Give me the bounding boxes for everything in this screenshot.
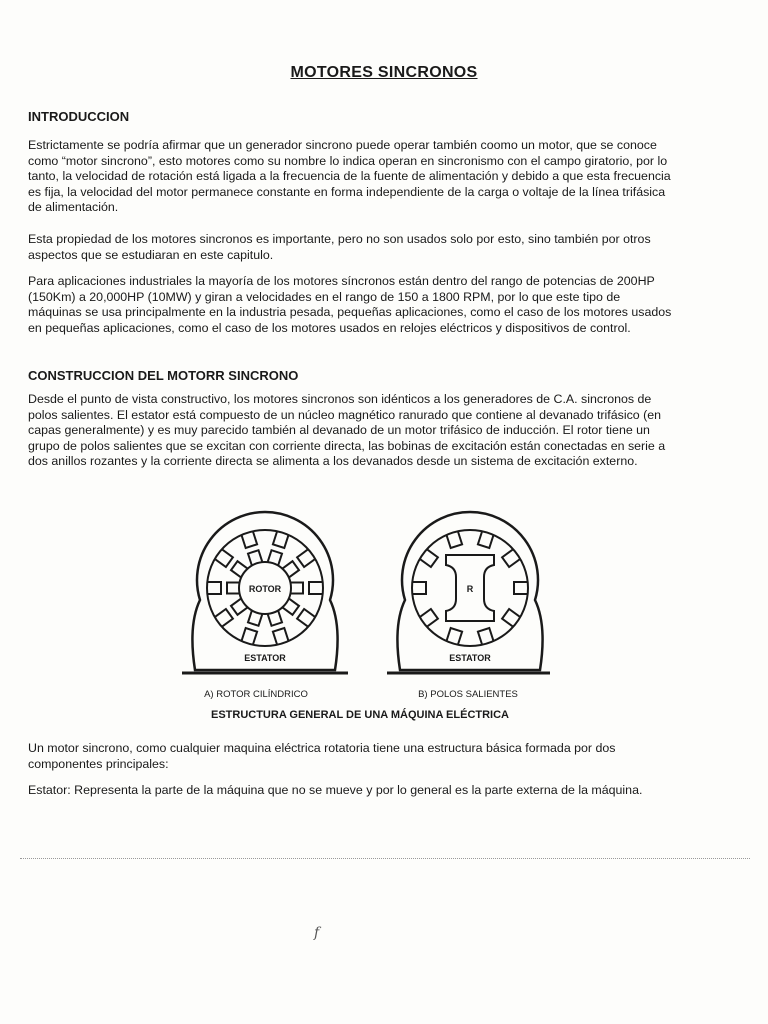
caption-b: B) POLOS SALIENTES (418, 689, 518, 700)
figure-caption: ESTRUCTURA GENERAL DE UNA MÁQUINA ELÉCTRICA (210, 709, 510, 721)
stator-tooth (514, 582, 528, 594)
rotor-tooth (231, 561, 247, 577)
stator-tooth (215, 549, 233, 567)
scan-artifact-line (20, 858, 750, 859)
document-title: MOTORES SINCRONOS (290, 64, 478, 81)
stator-tooth (309, 582, 323, 594)
caption-a: A) ROTOR CILÍNDRICO (204, 689, 308, 700)
rotor-tooth (291, 583, 303, 594)
left-stator-label: ESTATOR (244, 653, 286, 663)
left-machine-drawing (182, 512, 348, 673)
stator-tooth (420, 549, 438, 567)
page-mark: f (314, 925, 320, 941)
rotor-tooth (227, 583, 239, 594)
paragraph-componentes: Un motor sincrono, como cualquier maquina eléctrica rotatoria tiene una estructura básica formada por dos componentes principales: (28, 741, 616, 771)
paragraph-propiedad: Esta propiedad de los motores sincronos es importante, pero no son usados solo por esto, sino también por otros aspectos que se estudiaran en este capitulo. (28, 232, 651, 262)
paragraph-estator: Estator: Representa la parte de la máquina que no se mueve y por lo general es la parte externa de la máquina. (28, 783, 643, 797)
paragraph-intro: Estrictamente se podría afirmar que un generador sincrono puede operar también coomo un motor, que se conoce como “motor sincrono”, esto motores como su nombre lo indica operan en sincronismo con el campo giratorio, por lo tanto, la velocidad de rotación está ligada a la frecuencia de la fuente de alimentación y debido a que esta frecuencia es fija, la velocidad del motor permanece constante en forma independiente de la carga o voltaje de la línea trifásica de alimentación. (28, 138, 671, 214)
paragraph-construccion: Desde el punto de vista constructivo, los motores sincronos son idénticos a los generadores de C.A. sincronos de polos salientes. El estator está compuesto de un núcleo magnético ranurado que contiene al devanado trifásico (en capas generalmente) y es muy parecido también al devanado de un motor trifásico de inducción. El rotor tiene un grupo de polos salientes que se excitan con corriente directa, las bobinas de excitación están conectadas en serie a dos anillos rozantes y la corriente directa se alimenta a los devanados desde un sistema de excitación externo. (28, 392, 666, 468)
machine-structure-diagram (170, 505, 550, 725)
stator-tooth (502, 609, 520, 627)
section-heading-construccion: CONSTRUCCION DEL MOTORR SINCRONO (28, 368, 299, 383)
right-stator-label: ESTATOR (449, 653, 491, 663)
right-rotor-label: R (466, 584, 474, 594)
stator-tooth (207, 582, 221, 594)
paragraph-aplicaciones: Para aplicaciones industriales la mayoría de los motores síncronos están dentro del rango de potencias de 200HP (150Km) a 20,000HP (10MW) y giran a velocidades en el rango de 150 a 1800 RPM, por lo que este tipo de máquinas se usa principalmente en la industria pesada, pequeñas aplicaciones, como el caso de los motores usados en pequeñas aplicaciones, como el caso de los motores usados en relojes eléctricos y dispositivos de control. (28, 274, 672, 335)
rotor-tooth (231, 599, 247, 615)
rotor-tooth (283, 561, 299, 577)
stator-tooth (420, 609, 438, 627)
stator-tooth (297, 549, 315, 567)
right-machine-drawing (387, 512, 550, 673)
stator-tooth (297, 609, 315, 627)
stator-tooth (502, 549, 520, 567)
rotor-tooth (283, 599, 299, 615)
stator-tooth (215, 609, 233, 627)
stator-tooth (412, 582, 426, 594)
left-rotor-label: ROTOR (248, 584, 282, 594)
section-heading-introduccion: INTRODUCCION (28, 109, 130, 124)
